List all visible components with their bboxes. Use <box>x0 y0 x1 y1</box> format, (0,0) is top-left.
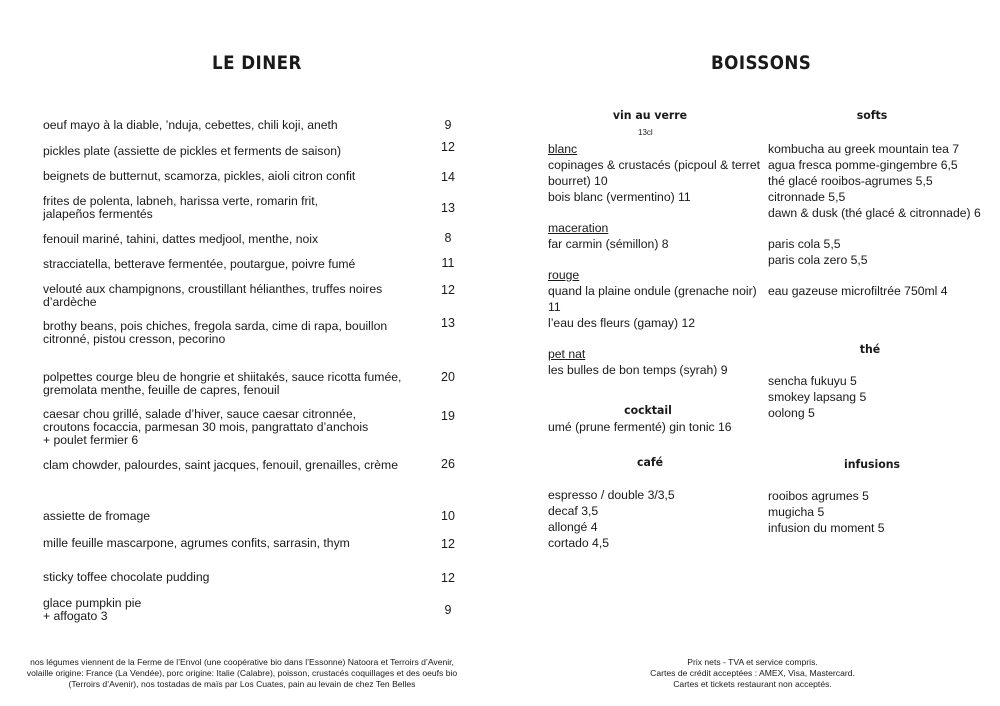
dish-item: velouté aux champignons, croustillant hélianthes, truffes noires d’ardèche <box>43 282 383 309</box>
dish-price: 12 <box>441 283 455 297</box>
dish-item: polpettes courge bleu de hongrie et shiitakés, sauce ricotta fumée, gremolata menthe, feuille de capres, fenouil <box>43 370 402 397</box>
tea-item: sencha fukuyu 5 <box>768 374 857 388</box>
dish-price: 13 <box>441 316 455 330</box>
sourcing-footnote: nos légumes viennent de la Ferme de l’Envol (une coopérative bio dans l’Essonne) Natoora et Terroirs d’Avenir, volaille origine: France (La Vendée), porc origine: Italie (Calabre), poisson, crustacés coquillages et des oeufs bio (Terroirs d’Avenir), nos tostadas de maïs par Los Cuates, pain au levain de chez Ten Belles <box>26 657 458 689</box>
dish-price: 12 <box>441 571 455 585</box>
dish-price: 9 <box>444 118 452 132</box>
dish-price: 19 <box>441 409 455 423</box>
dish-item <box>43 408 383 447</box>
cafe-item: espresso / double 3/3,5 <box>548 488 675 502</box>
vin-list <box>548 141 763 378</box>
dish-item: frites de polenta, labneh, harissa verte, romarin frit, jalapeños fermentés <box>43 194 319 221</box>
tea-item: oolong 5 <box>768 406 815 420</box>
dish-price: 12 <box>441 537 455 551</box>
payment-footnote <box>630 657 875 690</box>
soft-item: citronnade 5,5 <box>768 190 846 204</box>
soft-item: eau gazeuse microfiltrée 750ml 4 <box>768 284 948 298</box>
footer-line: Cartes et tickets restaurant non acceptés. <box>673 679 832 689</box>
cafe-item: allongé 4 <box>548 520 598 534</box>
dish-item: beignets de butternut, scamorza, pickles, aioli citron confit <box>43 169 356 183</box>
dish-item: mille feuille mascarpone, agrumes confits, sarrasin, thym <box>43 536 350 550</box>
footer-line: Prix nets - TVA et service compris. <box>687 657 818 667</box>
softs-heading: softs <box>856 108 888 122</box>
cafe-list <box>548 487 675 551</box>
dish-item: stracciatella, betterave fermentée, poutargue, poivre fumé <box>43 257 356 271</box>
dish-price: 20 <box>441 370 455 384</box>
dish-item: oeuf mayo à la diable, ’nduja, cebettes, chili koji, aneth <box>43 118 338 132</box>
infusion-item: infusion du moment 5 <box>768 521 885 535</box>
wine-item: far carmin (sémillon) 8 <box>548 237 669 251</box>
wine-item: les bulles de bon temps (syrah) 9 <box>548 363 728 377</box>
maceration-label: maceration <box>548 221 609 235</box>
the-heading: thé <box>859 342 881 356</box>
soft-item: thé glacé rooibos-agrumes 5,5 <box>768 174 933 188</box>
soft-item: paris cola zero 5,5 <box>768 253 868 267</box>
dish-item: clam chowder, palourdes, saint jacques, fenouil, grenailles, crème <box>43 458 398 472</box>
cafe-item: decaf 3,5 <box>548 504 599 518</box>
dish-item: pickles plate (assiette de pickles et ferments de saison) <box>43 144 342 158</box>
infusions-list <box>768 488 885 536</box>
infusion-item: rooibos agrumes 5 <box>768 489 869 503</box>
dish-price: 10 <box>441 509 455 523</box>
cocktail-item: umé (prune fermenté) gin tonic 16 <box>548 420 732 434</box>
pet-nat-label: pet nat <box>548 347 586 361</box>
dish-item: brothy beans, pois chiches, fregola sarda, cime di rapa, bouillon citronné, pistou cresson, pecorino <box>43 319 388 346</box>
dish-price: 9 <box>444 603 452 617</box>
dish-extra: + poulet fermier 6 <box>43 433 139 447</box>
softs-list <box>768 141 981 299</box>
vin-heading: vin au verre <box>612 108 688 122</box>
dish-price: 26 <box>441 457 455 471</box>
cafe-heading: café <box>636 455 664 469</box>
dish-name: caesar chou grillé, salade d’hiver, sauce caesar citronnée, croutons focaccia, parmesan 30 mois, pangrattato d’anchois <box>43 407 369 434</box>
rouge-label: rouge <box>548 268 580 282</box>
dish-price: 14 <box>441 170 455 184</box>
dish-price: 13 <box>441 201 455 215</box>
soft-item: kombucha au greek mountain tea 7 <box>768 142 960 156</box>
dish-name: glace pumpkin pie <box>43 596 142 610</box>
soft-item: dawn & dusk (thé glacé & citronnade) 6 <box>768 206 981 220</box>
wine-item: quand la plaine ondule (grenache noir) 11 <box>548 284 757 314</box>
dish-extra: + affogato 3 <box>43 609 108 623</box>
wine-item: copinages & crustacés (picpoul & terret bourret) 10 <box>548 158 761 188</box>
tea-item: smokey lapsang 5 <box>768 390 867 404</box>
cocktail-heading: cocktail <box>624 403 672 417</box>
soft-item: agua fresca pomme-gingembre 6,5 <box>768 158 958 172</box>
vin-volume-note: 13cl <box>638 128 653 137</box>
dish-item: sticky toffee chocolate pudding <box>43 570 210 584</box>
cocktail-list <box>548 419 732 435</box>
boissons-title: BOISSONS <box>711 52 812 74</box>
dish-item: fenouil mariné, tahini, dattes medjool, menthe, noix <box>43 232 319 246</box>
footer-line: Cartes de crédit acceptées : AMEX, Visa, Mastercard. <box>650 668 855 678</box>
dish-item <box>43 597 398 623</box>
blanc-label: blanc <box>548 142 578 156</box>
dish-price: 8 <box>444 231 452 245</box>
wine-item: l’eau des fleurs (gamay) 12 <box>548 316 695 330</box>
wine-item: bois blanc (vermentino) 11 <box>548 190 691 204</box>
diner-title: LE DINER <box>212 52 302 74</box>
soft-item: paris cola 5,5 <box>768 237 841 251</box>
dish-price: 12 <box>441 140 455 154</box>
cafe-item: cortado 4,5 <box>548 536 609 550</box>
dish-price: 11 <box>441 256 455 270</box>
the-list <box>768 373 866 421</box>
dish-item: assiette de fromage <box>43 509 151 523</box>
infusion-item: mugicha 5 <box>768 505 825 519</box>
infusions-heading: infusions <box>843 457 901 471</box>
